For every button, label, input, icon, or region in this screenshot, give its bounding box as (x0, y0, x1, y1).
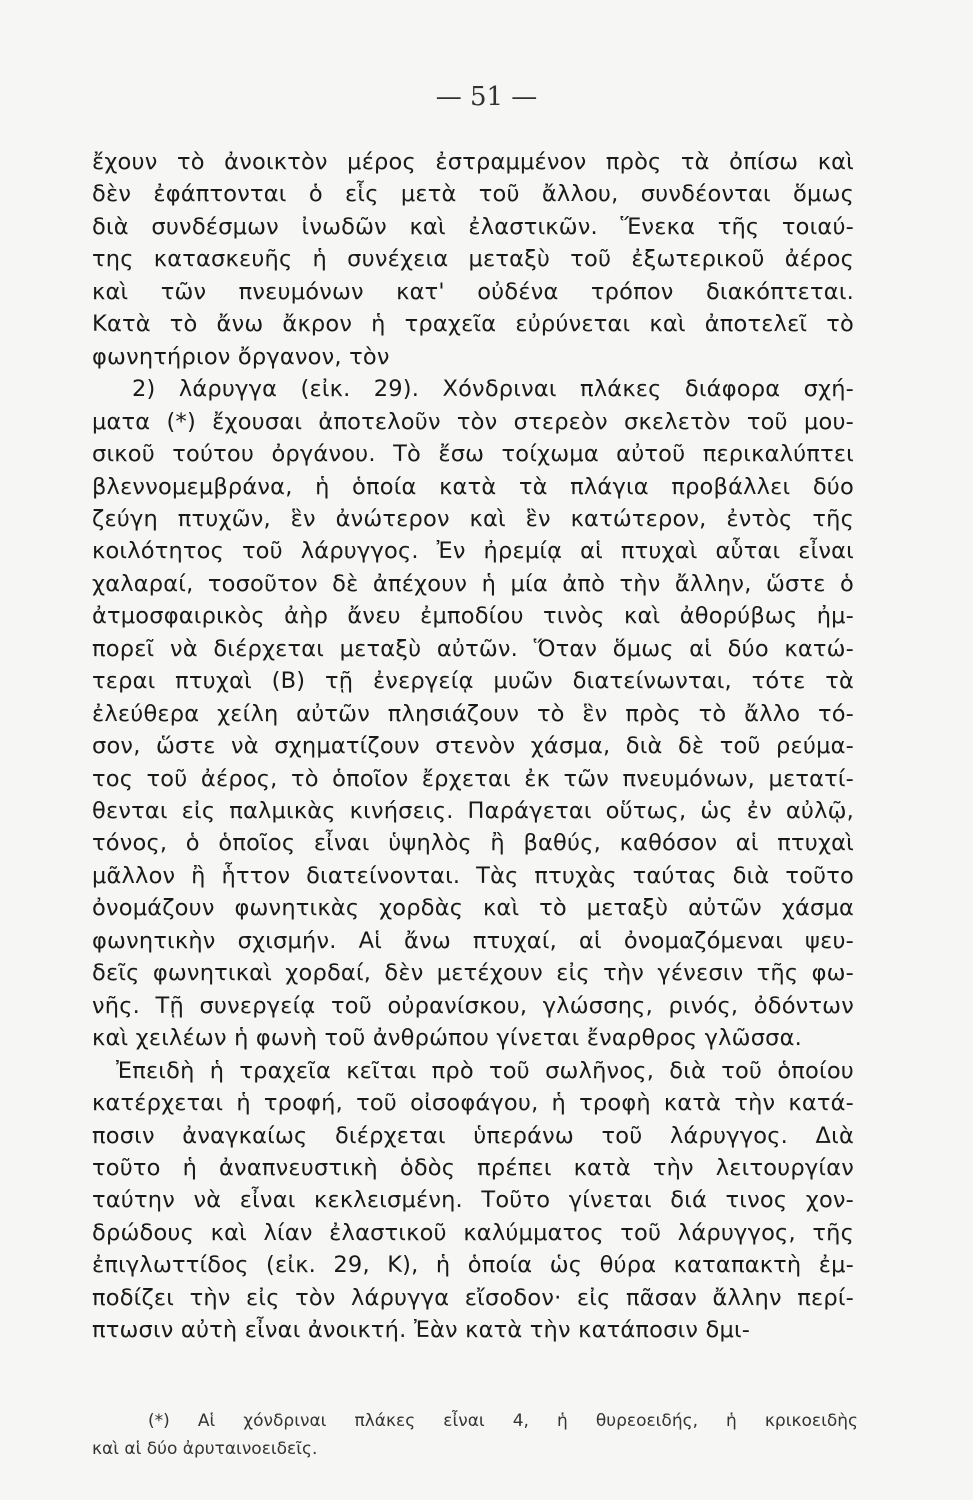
text-line: ἐπιγλωττίδος (εἰκ. 29, Κ), ἡ ὁποία ὡς θύρα καταπακτὴ ἐμ- (92, 1252, 854, 1279)
text-line: ἐλεύθερα χείλη αὐτῶν πλησιάζουν τὸ ἓν πρὸς τὸ ἄλλο τό- (92, 700, 854, 727)
text-line: τόνος, ὁ ὁποῖος εἶναι ὑψηλὸς ἢ βαθύς, καθόσον αἱ πτυχαὶ (92, 830, 854, 857)
text-line: φωνητήριον ὄργανον, τὸν (92, 343, 390, 370)
text-line: ποσιν ἀναγκαίως διέρχεται ὑπεράνω τοῦ λάρυγγος. Διὰ (92, 1122, 854, 1149)
text-line: τοῦτο ἡ ἀναπνευστικὴ ὁδὸς πρέπει κατὰ τὴν λειτουργίαν (92, 1154, 854, 1181)
text-line: ματα (*) ἔχουσαι ἀποτελοῦν τὸν στερεὸν σκελετὸν τοῦ μου- (92, 408, 854, 435)
text-line: χαλαραί, τοσοῦτον δὲ ἀπέχουν ἡ μία ἀπὸ τὴν ἄλλην, ὥστε ὁ (92, 570, 854, 597)
text-line: κατέρχεται ἡ τροφή, τοῦ οἰσοφάγου, ἡ τροφὴ κατὰ τὴν κατά- (92, 1090, 854, 1117)
text-line: θενται εἰς παλμικὰς κινήσεις. Παράγεται οὕτως, ὡς ἐν αὐλῷ, (92, 798, 854, 824)
text-line: μᾶλλον ἢ ἧττον διατείνονται. Τὰς πτυχὰς ταύτας διὰ τοῦτο (92, 862, 854, 889)
text-line: φωνητικὴν σχισμήν. Αἱ ἄνω πτυχαί, αἱ ὀνομαζόμεναι ψευ- (92, 927, 854, 954)
text-line: δὲν ἐφάπτονται ὁ εἷς μετὰ τοῦ ἄλλου, συνδέονται ὅμως (92, 181, 854, 208)
text-line: της κατασκευῆς ἡ συνέχεια μεταξὺ τοῦ ἐξωτερικοῦ ἀέρος (92, 246, 854, 273)
text-line: δρώδους καὶ λίαν ἐλαστικοῦ καλύμματος τοῦ λάρυγγος, τῆς (92, 1219, 854, 1246)
text-line: Κατὰ τὸ ἄνω ἄκρον ἡ τραχεῖα εὐρύνεται καὶ ἀποτελεῖ τὸ (92, 311, 854, 338)
text-line: κοιλότητος τοῦ λάρυγγος. Ἐν ἠρεμίᾳ αἱ πτυχαὶ αὗται εἶναι (92, 538, 854, 565)
text-line: ἔχουν τὸ ἀνοικτὸν μέρος ἐστραμμένον πρὸς τὰ ὀπίσω καὶ (92, 149, 854, 175)
text-line: σον, ὥστε νὰ σχηματίζουν στενὸν χάσμα, διὰ δὲ τοῦ ρεύμα- (92, 733, 854, 760)
text-line: σικοῦ τούτου ὀργάνου. Τὸ ἔσω τοίχωμα αὐτοῦ περικαλύπτει (92, 441, 854, 468)
footnote-line: (*) Αἱ χόνδριναι πλάκες εἶναι 4, ἡ θυρεοειδής, ἡ κρικοειδὴς (148, 1411, 858, 1431)
text-line: ποδίζει τὴν εἰς τὸν λάρυγγα εἴσοδον· εἰς πᾶσαν ἄλλην περί- (92, 1284, 854, 1311)
text-line: καὶ τῶν πνευμόνων κατ' οὐδένα τρόπον διακόπτεται. (92, 278, 854, 305)
text-line: βλεννομεμβράνα, ἡ ὁποία κατὰ τὰ πλάγια προβάλλει δύο (92, 473, 854, 500)
footnote-line: καὶ αἱ δύο ἀρυταινοειδεῖς. (92, 1439, 318, 1459)
text-line: διὰ συνδέσμων ἰνωδῶν καὶ ἐλαστικῶν. Ἕνεκα τῆς τοιαύ- (92, 213, 854, 240)
text-line: τος τοῦ ἀέρος, τὸ ὁποῖον ἔρχεται ἐκ τῶν πνευμόνων, μετατί- (92, 765, 854, 792)
text-line: ὀνομάζουν φωνητικὰς χορδὰς καὶ τὸ μεταξὺ αὐτῶν χάσμα (92, 895, 854, 922)
page-number: — 51 — (435, 82, 538, 112)
text-line: νῆς. Τῇ συνεργείᾳ τοῦ οὐρανίσκου, γλώσσης, ρινός, ὀδόντων (92, 992, 854, 1019)
text-line: Ἐπειδὴ ἡ τραχεῖα κεῖται πρὸ τοῦ σωλῆνος, διὰ τοῦ ὁποίου (116, 1057, 854, 1084)
text-line: καὶ χειλέων ἡ φωνὴ τοῦ ἀνθρώπου γίνεται ἔναρθρος γλῶσσα. (92, 1025, 802, 1052)
text-line: ταύτην νὰ εἶναι κεκλεισμένη. Τοῦτο γίνεται διά τινος χον- (92, 1187, 854, 1214)
text-line: ἀτμοσφαιρικὸς ἀὴρ ἄνευ ἐμποδίου τινὸς καὶ ἀθορύβως ἠμ- (92, 603, 854, 630)
text-line: δεῖς φωνητικαὶ χορδαί, δὲν μετέχουν εἰς τὴν γένεσιν τῆς φω- (92, 960, 854, 987)
text-line: 2) λάρυγγα (εἰκ. 29). Χόνδριναι πλάκες διάφορα σχή- (132, 376, 854, 403)
text-line: ζεύγη πτυχῶν, ἓν ἀνώτερον καὶ ἓν κατώτερον, ἐντὸς τῆς (92, 505, 854, 532)
text-line: πορεῖ νὰ διέρχεται μεταξὺ αὐτῶν. Ὅταν ὅμως αἱ δύο κατώ- (92, 635, 854, 662)
text-line: τεραι πτυχαὶ (Β) τῇ ἐνεργείᾳ μυῶν διατείνωνται, τότε τὰ (92, 668, 854, 695)
text-line: πτωσιν αὐτὴ εἶναι ἀνοικτή. Ἐὰν κατὰ τὴν κατάποσιν δμι- (92, 1317, 751, 1344)
